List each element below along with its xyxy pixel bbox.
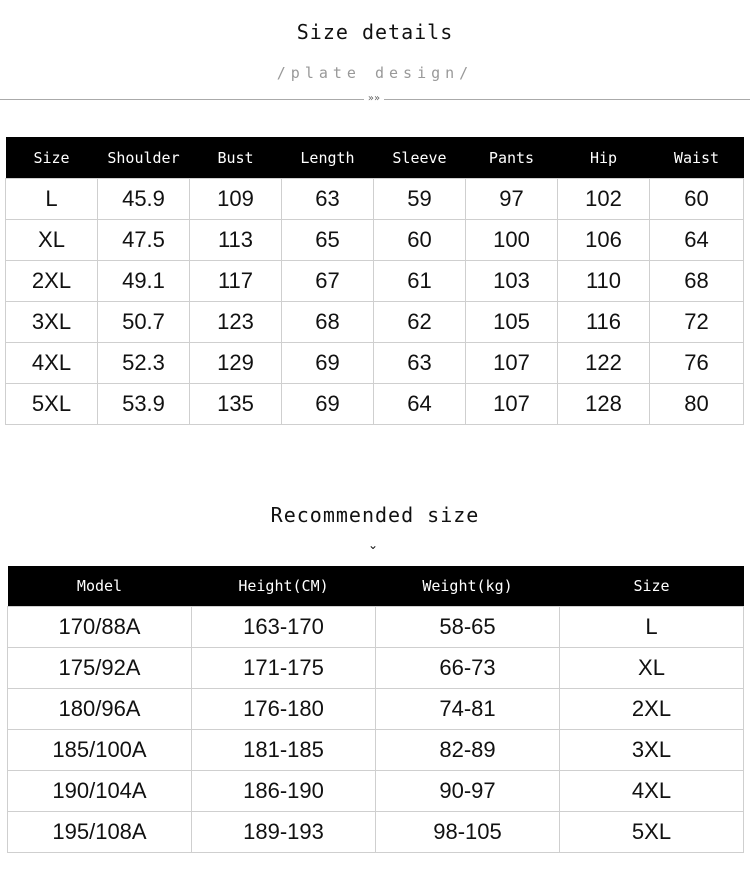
header-rec-size: Size <box>560 566 744 607</box>
table-cell: 66-73 <box>376 648 560 689</box>
table-cell: 103 <box>466 261 558 302</box>
table-cell: 190/104A <box>8 771 192 812</box>
size-details-table <box>5 137 744 425</box>
table-cell: 64 <box>650 220 744 261</box>
header-waist: Waist <box>650 137 744 179</box>
table-cell: XL <box>560 648 744 689</box>
table-row <box>6 261 744 302</box>
table-cell: 170/88A <box>8 607 192 648</box>
table-row <box>8 730 744 771</box>
table-cell: 3XL <box>6 302 98 343</box>
table-cell: 185/100A <box>8 730 192 771</box>
table-cell: 45.9 <box>98 179 190 220</box>
table-cell: 47.5 <box>98 220 190 261</box>
table-cell: 195/108A <box>8 812 192 853</box>
table-cell: 186-190 <box>192 771 376 812</box>
table-cell: 90-97 <box>376 771 560 812</box>
table-cell: 110 <box>558 261 650 302</box>
divider-line-right <box>384 99 750 100</box>
table-row <box>6 384 744 425</box>
header-model: Model <box>8 566 192 607</box>
table-cell: 63 <box>282 179 374 220</box>
table-cell: 5XL <box>6 384 98 425</box>
table-cell: 181-185 <box>192 730 376 771</box>
table-cell: 74-81 <box>376 689 560 730</box>
table-row <box>8 648 744 689</box>
header-height: Height(CM) <box>192 566 376 607</box>
header-shoulder: Shoulder <box>98 137 190 179</box>
table-cell: XL <box>6 220 98 261</box>
table-cell: 60 <box>650 179 744 220</box>
table-cell: 106 <box>558 220 650 261</box>
table-cell: 59 <box>374 179 466 220</box>
table-row <box>8 771 744 812</box>
table-row <box>8 689 744 730</box>
table-cell: L <box>560 607 744 648</box>
table-cell: 116 <box>558 302 650 343</box>
table-cell: 107 <box>466 384 558 425</box>
recommended-size-title: Recommended size <box>270 503 480 527</box>
table-cell: 68 <box>650 261 744 302</box>
divider-line-left <box>0 99 364 100</box>
table-cell: 63 <box>374 343 466 384</box>
table-cell: 180/96A <box>8 689 192 730</box>
table-cell: 60 <box>374 220 466 261</box>
header-sleeve: Sleeve <box>374 137 466 179</box>
table-cell: 82-89 <box>376 730 560 771</box>
table-cell: 4XL <box>560 771 744 812</box>
table-cell: 68 <box>282 302 374 343</box>
header-bust: Bust <box>190 137 282 179</box>
table-cell: 76 <box>650 343 744 384</box>
table-cell: 2XL <box>6 261 98 302</box>
chevron-down-icon: ⌄ <box>367 538 379 552</box>
table-cell: 53.9 <box>98 384 190 425</box>
table-row <box>8 812 744 853</box>
table-cell: 5XL <box>560 812 744 853</box>
table-row <box>8 607 744 648</box>
table-cell: 3XL <box>560 730 744 771</box>
double-chevron-right-icon: »» <box>367 93 381 104</box>
table-row <box>6 220 744 261</box>
table-cell: 135 <box>190 384 282 425</box>
table-cell: 109 <box>190 179 282 220</box>
table-cell: 176-180 <box>192 689 376 730</box>
header-size: Size <box>6 137 98 179</box>
table-cell: 69 <box>282 384 374 425</box>
table-cell: 102 <box>558 179 650 220</box>
table-cell: 128 <box>558 384 650 425</box>
table-cell: 49.1 <box>98 261 190 302</box>
table-cell: 175/92A <box>8 648 192 689</box>
table-cell: 100 <box>466 220 558 261</box>
table-cell: 65 <box>282 220 374 261</box>
table-row <box>6 343 744 384</box>
table-cell: 129 <box>190 343 282 384</box>
header-pants: Pants <box>466 137 558 179</box>
table-cell: 61 <box>374 261 466 302</box>
size-table-header-row <box>6 137 744 179</box>
table-cell: 189-193 <box>192 812 376 853</box>
table-cell: 62 <box>374 302 466 343</box>
table-cell: 105 <box>466 302 558 343</box>
table-cell: 50.7 <box>98 302 190 343</box>
table-cell: 52.3 <box>98 343 190 384</box>
size-details-title: Size details <box>296 20 454 44</box>
table-cell: 163-170 <box>192 607 376 648</box>
recommended-table-header-row <box>8 566 744 607</box>
table-cell: 122 <box>558 343 650 384</box>
header-weight: Weight(kg) <box>376 566 560 607</box>
table-cell: 107 <box>466 343 558 384</box>
table-cell: 117 <box>190 261 282 302</box>
table-cell: 69 <box>282 343 374 384</box>
table-cell: 123 <box>190 302 282 343</box>
table-cell: 113 <box>190 220 282 261</box>
table-cell: L <box>6 179 98 220</box>
table-cell: 80 <box>650 384 744 425</box>
header-hip: Hip <box>558 137 650 179</box>
table-cell: 72 <box>650 302 744 343</box>
table-cell: 4XL <box>6 343 98 384</box>
table-row <box>6 302 744 343</box>
table-cell: 171-175 <box>192 648 376 689</box>
table-cell: 97 <box>466 179 558 220</box>
header-length: Length <box>282 137 374 179</box>
table-cell: 2XL <box>560 689 744 730</box>
recommended-size-table <box>7 566 744 853</box>
table-cell: 98-105 <box>376 812 560 853</box>
table-cell: 67 <box>282 261 374 302</box>
table-cell: 64 <box>374 384 466 425</box>
plate-design-subtitle: /plate design/ <box>276 64 474 82</box>
table-cell: 58-65 <box>376 607 560 648</box>
table-row <box>6 179 744 220</box>
